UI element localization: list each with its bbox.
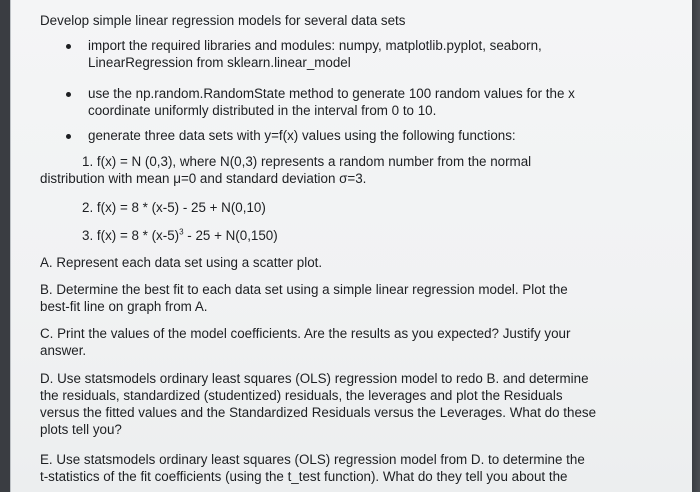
- task-c-line-2: answer.: [40, 343, 87, 358]
- bullet-item-1-line-1: import the required libraries and modules: numpy, matplotlib.pyplot, seaborn,: [88, 38, 542, 53]
- task-c-line-1: C. Print the values of the model coefficients. Are the results as you expected? Justify your: [40, 326, 571, 341]
- task-d-line-4: plots tell you?: [40, 422, 122, 437]
- function-3-base: 3. f(x) = 8 * (x-5): [82, 228, 180, 243]
- function-3-rest: - 25 + N(0,150): [183, 228, 278, 243]
- task-e-line-2: t-statistics of the fit coefficients (using the t_test function). What do they tell you about the: [40, 469, 568, 484]
- task-d-line-2: the residuals, standardized (studentized) residuals, the leverages and plot the Residuals: [40, 388, 563, 403]
- task-e-line-1: E. Use statsmodels ordinary least squares (OLS) regression model from D. to determine the: [40, 452, 585, 467]
- function-1-line-2: distribution with mean μ=0 and standard deviation σ=3.: [40, 171, 367, 186]
- function-1-line-1: 1. f(x) = N (0,3), where N(0,3) represents a random number from the normal: [82, 154, 532, 169]
- task-d-line-1: D. Use statsmodels ordinary least squares (OLS) regression model to redo B. and determine: [40, 371, 589, 386]
- bullet-item-2-line-1: use the np.random.RandomState method to generate 100 random values for the x: [88, 86, 575, 101]
- task-b-line-1: B. Determine the best fit to each data set using a simple linear regression model. Plot the: [40, 282, 568, 297]
- bullet-item-2-line-2: coordinate uniformly distributed in the interval from 0 to 10.: [88, 103, 437, 118]
- task-b-line-2: best-fit line on graph from A.: [40, 299, 208, 314]
- bullet-item-3-line-1: generate three data sets with y=f(x) values using the following functions:: [88, 128, 516, 143]
- task-d-line-3: versus the fitted values and the Standardized Residuals versus the Leverages. What do these: [40, 405, 597, 420]
- task-a: A. Represent each data set using a scatter plot.: [40, 255, 323, 270]
- function-2: 2. f(x) = 8 * (x-5) - 25 + N(0,10): [82, 200, 266, 215]
- document-title: Develop simple linear regression models for several data sets: [40, 13, 406, 28]
- function-3-exponent: 3: [179, 227, 184, 237]
- page-edge-shadow: [692, 0, 700, 492]
- function-3: [82, 227, 278, 244]
- bullet-item-1-line-2: LinearRegression from sklearn.linear_model: [88, 55, 351, 70]
- document-page: [10, 0, 693, 492]
